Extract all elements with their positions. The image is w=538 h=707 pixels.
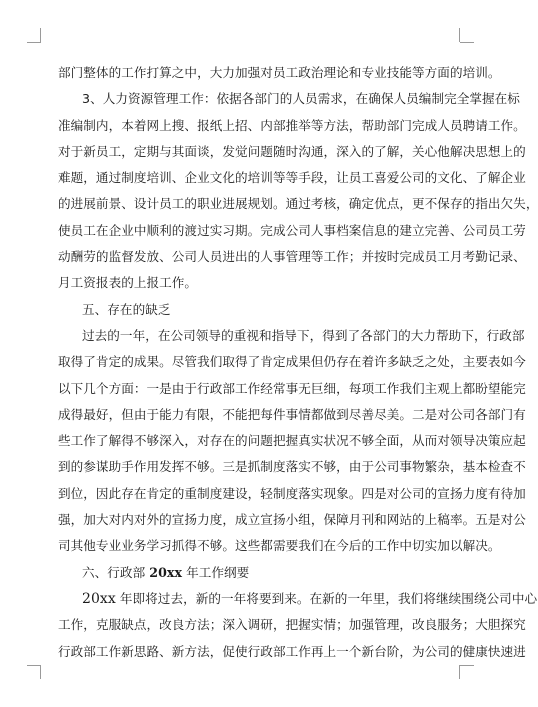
paragraph-line: 过去的一年，在公司领导的重视和指导下，得到了各部门的大力帮助下，行政部 — [82, 327, 525, 343]
paragraph-line: 行政部工作新思路、新方法，促使行政部工作再上一个新台阶，为公司的健康快速进 — [58, 643, 526, 659]
paragraph-line: 难题，通过制度培训、企业文化的培训等等手段，让员工喜爱公司的文化、了解企业 — [58, 170, 526, 186]
crop-mark-top-right-vertical — [459, 28, 460, 42]
crop-mark-top-left-vertical — [40, 28, 41, 42]
paragraph-line: 对于新员工，定期与其面谈，发觉问题随时沟通，深入的了解，关心他解决思想上的 — [58, 143, 526, 159]
document-body — [58, 60, 538, 665]
year-text: 20xx — [82, 590, 116, 607]
section-heading: 五、存在的缺乏 — [82, 301, 171, 317]
paragraph-line: 以下几个方面：一是由于行政部工作经常事无巨细，每项工作我们主观上都盼望能完 — [58, 380, 526, 396]
crop-mark-bottom-left-horizontal — [27, 665, 41, 666]
paragraph-line: 到的参谋助手作用发挥不够。三是抓制度落实不够，由于公司事物繁杂，基本检查不 — [58, 459, 526, 475]
paragraph-text: 年即将过去，新的一年将要到来。在新的一年里，我们将继续围绕公司中心 — [115, 590, 538, 606]
paragraph-line: 3、人力资源管理工作：依据各部门的人员需求，在确保人员编制完全掌握在标 — [82, 91, 520, 107]
paragraph-line: 动酬劳的监督发放、公司人员进出的人事管理等工作；并按时完成员工月考勤记录、 — [58, 249, 526, 265]
paragraph-line: 到位，因此存在肯定的重制度建设，轻制度落实现象。四是对公司的宣扬力度有待加 — [58, 485, 526, 501]
paragraph-line: 些工作了解得不够深入，对存在的问题把握真实状况不够全面，从而对领导决策应起 — [58, 433, 526, 449]
paragraph-line: 成得最好，但由于能力有限，不能把每件事情都做到尽善尽美。二是对公司各部门有 — [58, 406, 526, 422]
heading-prefix: 六、行政部 — [82, 564, 150, 580]
heading-year: 20xx — [149, 564, 183, 580]
section-heading — [58, 560, 442, 586]
crop-mark-top-left-horizontal — [27, 42, 41, 43]
paragraph-line: 强，加大对内对外的宣扬力度，成立宣扬小组，保障月刊和网站的上稿率。五是对公 — [58, 512, 526, 528]
paragraph-line: 司其他专业业务学习抓得不够。这些都需要我们在今后的工作中切实加以解决。 — [58, 538, 501, 554]
paragraph-line: 月工资报表的上报工作。 — [58, 275, 198, 291]
paragraph-line: 工作，克服缺点，改良方法；深入调研，把握实情；加强管理，改良服务；大胆探究 — [58, 617, 526, 633]
crop-mark-bottom-right-vertical — [459, 665, 460, 679]
paragraph-line: 使员工在企业中顺利的渡过实习期。完成公司人事档案信息的建立完善、公司员工劳 — [58, 222, 526, 238]
heading-suffix: 年工作纲要 — [182, 564, 250, 580]
crop-mark-top-right-horizontal — [460, 42, 474, 43]
paragraph-line — [58, 586, 538, 612]
crop-mark-bottom-right-horizontal — [460, 665, 474, 666]
paragraph-line: 的进展前景、设计员工的职业进展规划。通过考核，确定优点，更不保存的指出欠失， — [58, 196, 538, 212]
paragraph-line: 准编制内，本着网上搜、报纸上招、内部推举等方法，帮助部门完成人员聘请工作。 — [58, 117, 526, 133]
paragraph-line: 取得了肯定的成果。尽管我们取得了肯定成果但仍存在着许多缺乏之处，主要表如今 — [58, 354, 526, 370]
crop-mark-bottom-left-vertical — [40, 665, 41, 679]
paragraph-line: 部门整体的工作打算之中，大力加强对员工政治理论和专业技能等方面的培训。 — [58, 65, 501, 80]
